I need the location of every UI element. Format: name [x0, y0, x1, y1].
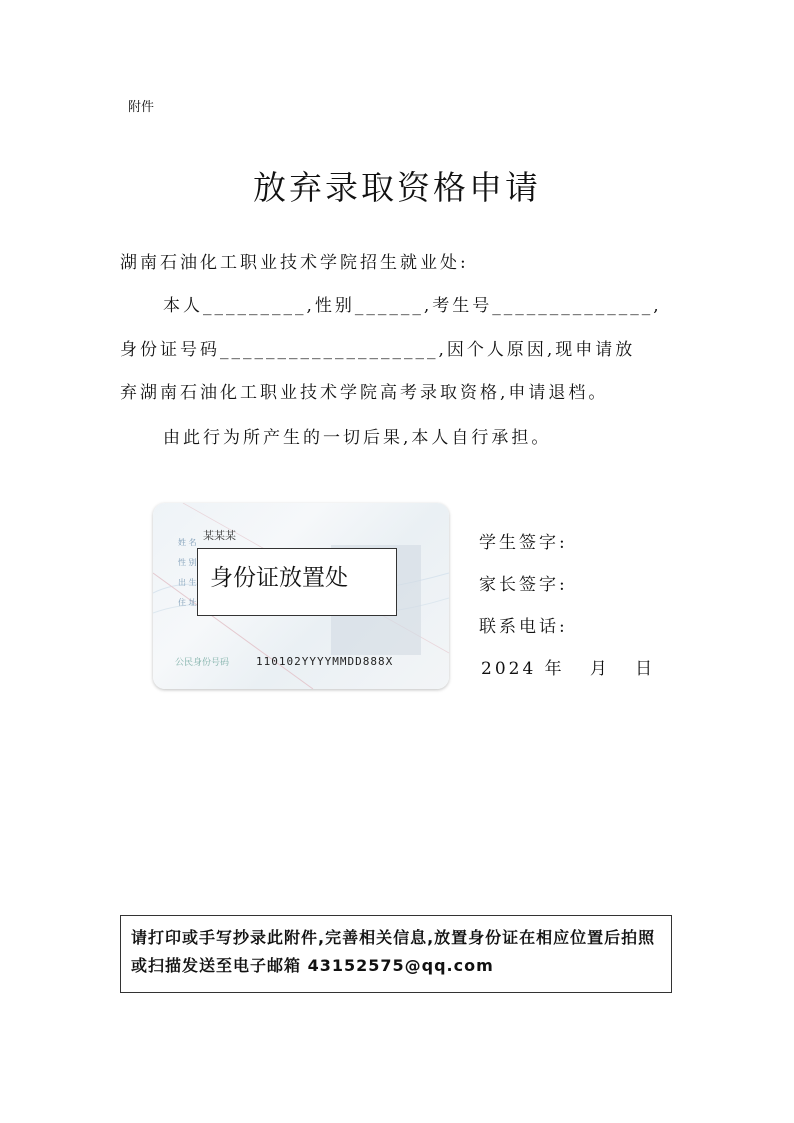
phone-label: 联系电话: [479, 617, 568, 637]
card-label-gender: 性 别 [178, 558, 197, 567]
placeholder-text: 身份证放置处 [210, 565, 348, 591]
id-card-placeholder-box [197, 548, 397, 616]
id-number-line: 身份证号码___________________,因个人原因,现申请放 [120, 340, 636, 360]
student-signature-label: 学生签字: [479, 533, 568, 553]
request-line: 弃湖南石油化工职业技术学院高考录取资格,申请退档。 [120, 383, 609, 403]
attachment-label: 附件 [128, 100, 155, 115]
card-id-label: 公民身份号码 [175, 658, 230, 668]
card-label-birth: 出 生 [178, 578, 197, 587]
card-id-number: 110102YYYYMMDD888X [256, 655, 394, 668]
card-label-address: 住 址 [178, 598, 197, 607]
document-title: 放弃录取资格申请 [253, 168, 541, 207]
responsibility-line: 由此行为所产生的一切后果,本人自行承担。 [163, 428, 552, 448]
date-line: 2024 年 月 日 [481, 659, 656, 679]
id-card-image [153, 503, 449, 689]
applicant-info-line: 本人_________,性别______,考生号______________, [163, 296, 662, 316]
card-label-name: 姓 名 [178, 538, 197, 547]
addressee-line: 湖南石油化工职业技术学院招生就业处: [120, 253, 469, 273]
parent-signature-label: 家长签字: [479, 575, 568, 595]
instruction-notice: 请打印或手写抄录此附件,完善相关信息,放置身份证在相应位置后拍照或扫描发送至电子邮箱 43152575@qq.com [120, 915, 672, 993]
card-name: 某某某 [203, 529, 236, 542]
